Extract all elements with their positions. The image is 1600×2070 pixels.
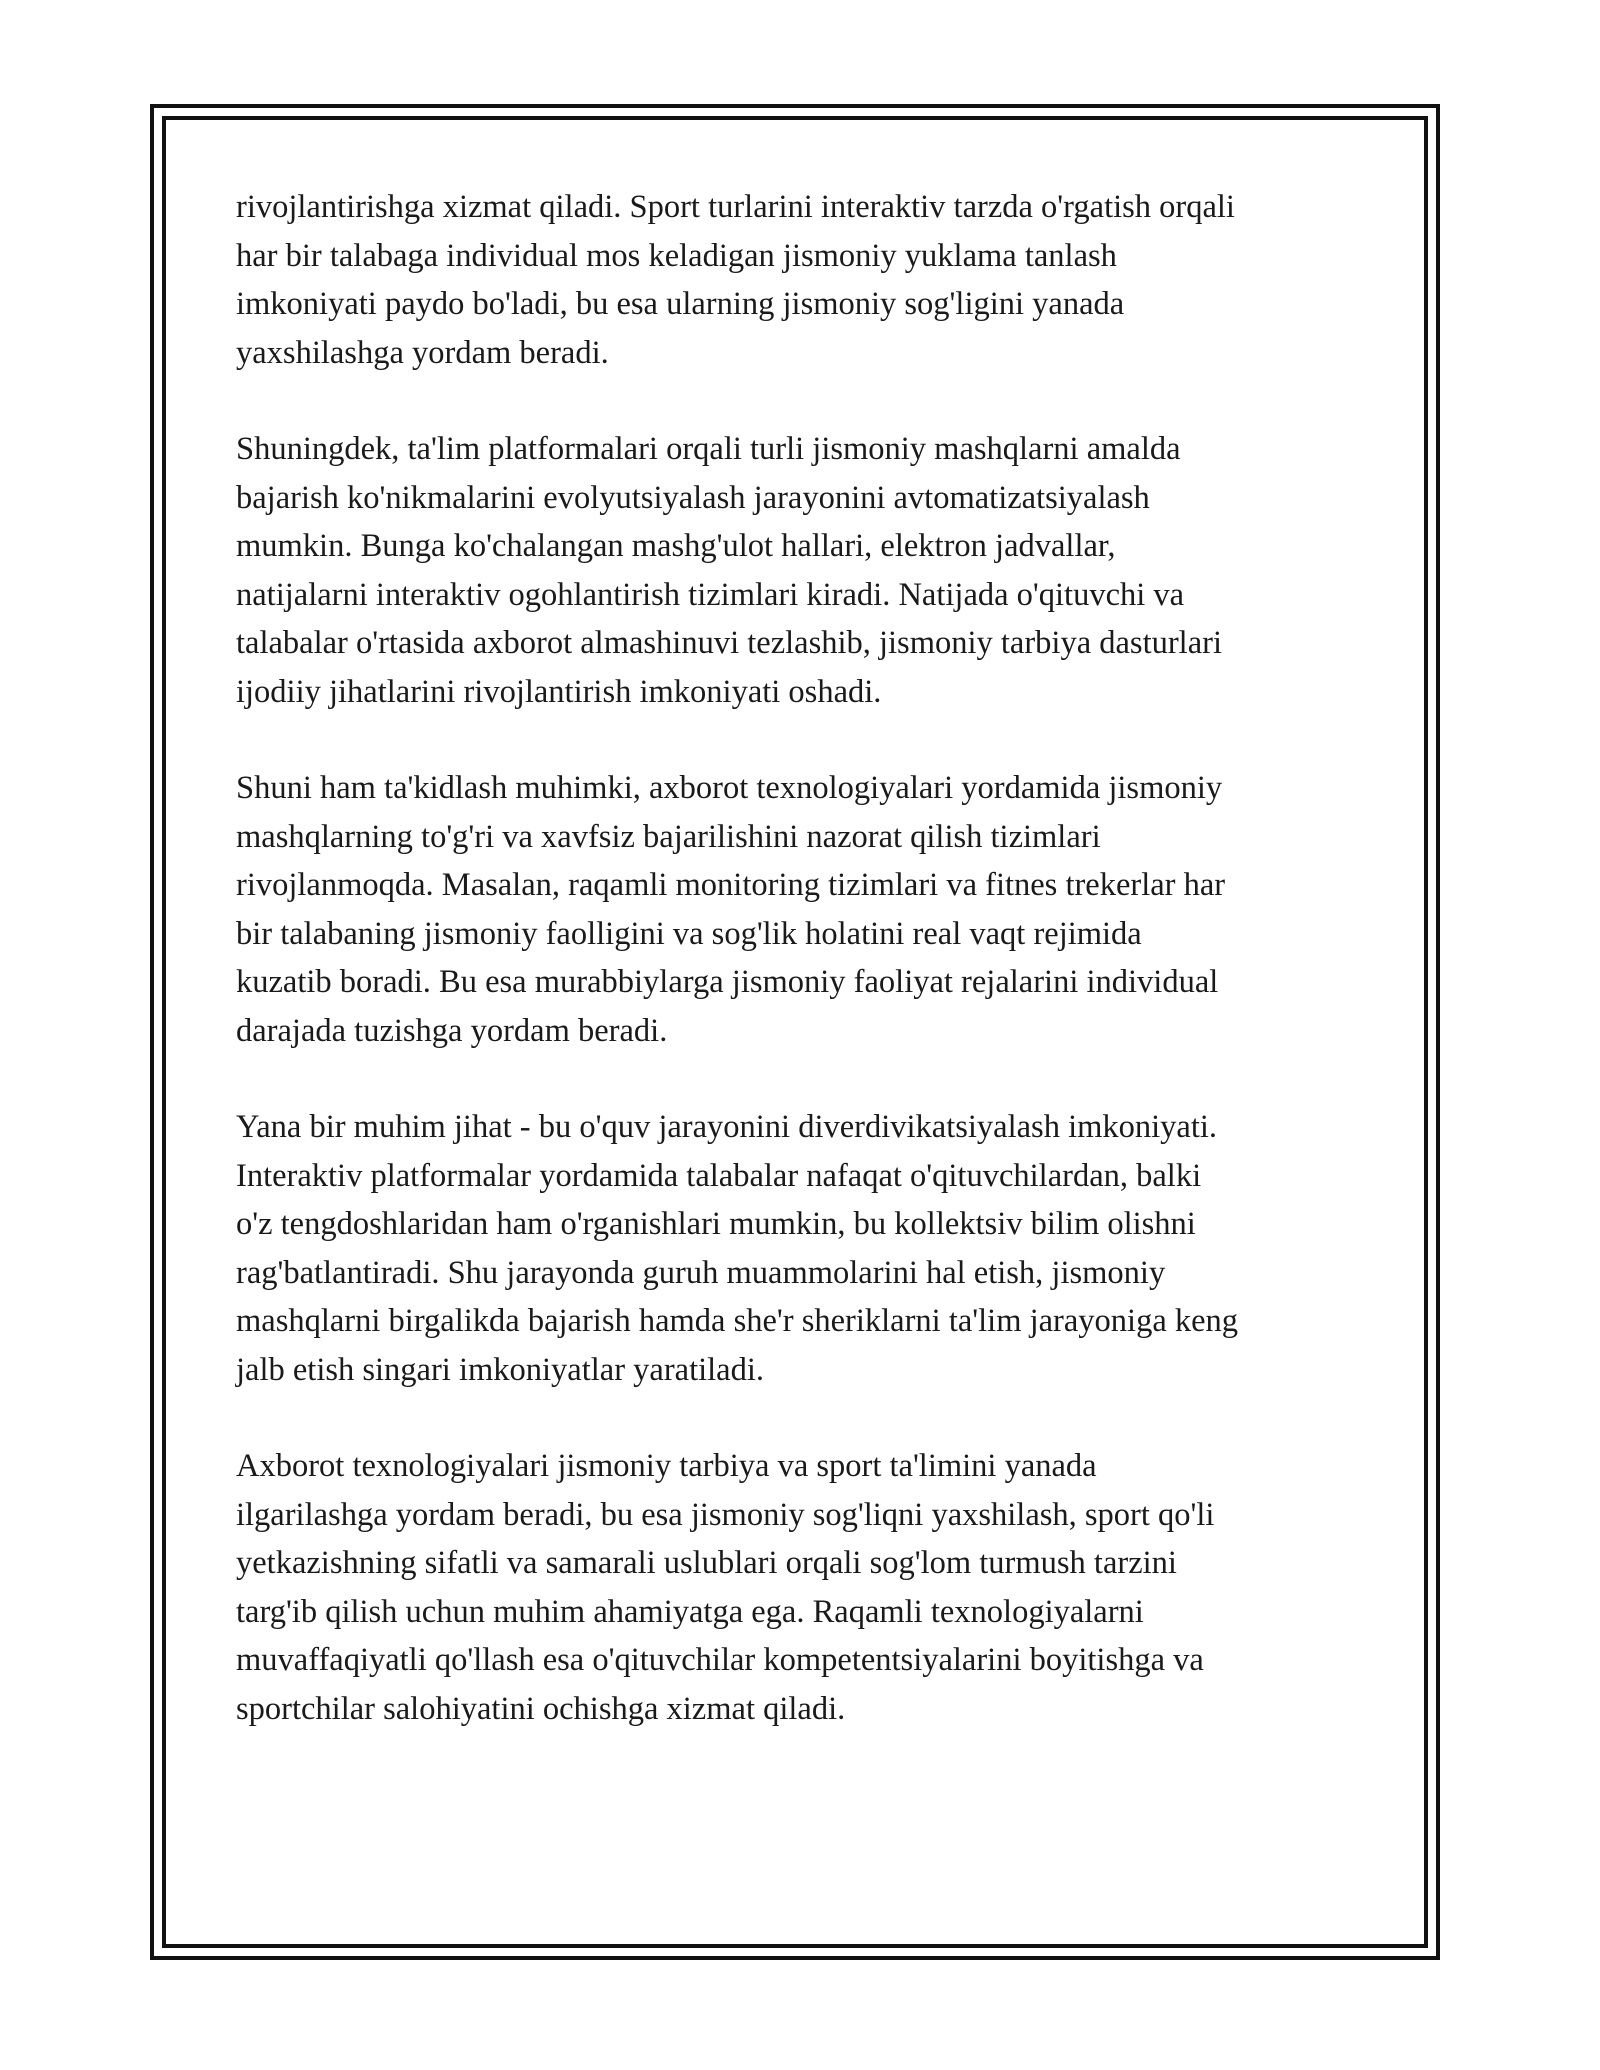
text-line: yaxshilashga yordam beradi. (236, 334, 609, 371)
text-line: bir talabaning jismoniy faolligini va sog'lik holatini real vaqt rejimida (236, 915, 1142, 952)
text-line: rag'batlantiradi. Shu jarayonda guruh muammolarini hal etish, jismoniy (236, 1254, 1166, 1291)
paragraph-2 (236, 425, 1386, 716)
text-line: ijodiiy jihatlarini rivojlantirish imkoniyati oshadi. (236, 673, 882, 710)
text-line: imkoniyati paydo bo'ladi, bu esa ularning jismoniy sog'ligini yanada (236, 286, 1125, 322)
text-line: rivojlanmoqda. Masalan, raqamli monitoring tizimlari va fitnes trekerlar har (236, 867, 1226, 903)
text-line: mashqlarni birgalikda bajarish hamda she'r sheriklarni ta'lim jarayoniga keng (236, 1303, 1239, 1339)
text-line: har bir talabaga individual mos keladigan jismoniy yuklama tanlash (236, 237, 1117, 274)
text-line: Interaktiv platformalar yordamida talabalar nafaqat o'qituvchilardan, balki (236, 1157, 1202, 1194)
text-line: darajada tuzishga yordam beradi. (236, 1012, 668, 1049)
text-line: jalb etish singari imkoniyatlar yaratiladi. (236, 1351, 764, 1388)
paragraph-5 (236, 1442, 1386, 1733)
text-line: o'z tengdoshlaridan ham o'rganishlari mumkin, bu kollektsiv bilim olishni (236, 1206, 1196, 1242)
text-line: Shuningdek, ta'lim platformalari orqali turli jismoniy mashqlarni amalda (236, 431, 1181, 467)
document-body (236, 183, 1386, 1781)
text-line: Shuni ham ta'kidlash muhimki, axborot texnologiyalari yordamida jismoniy (236, 770, 1223, 806)
text-line: natijalarni interaktiv ogohlantirish tizimlari kiradi. Natijada o'qituvchi va (236, 576, 1185, 613)
text-line: bajarish ko'nikmalarini evolyutsiyalash jarayonini avtomatizatsiyalash (236, 479, 1150, 516)
text-line: talabalar o'rtasida axborot almashinuvi tezlashib, jismoniy tarbiya dasturlari (236, 625, 1222, 661)
text-line: rivojlantirishga xizmat qiladi. Sport turlarini interaktiv tarzda o'rgatish orqali (236, 189, 1235, 225)
text-line: sportchilar salohiyatini ochishga xizmat qiladi. (236, 1690, 846, 1727)
text-line: mashqlarning to'g'ri va xavfsiz bajarilishini nazorat qilish tizimlari (236, 818, 1101, 855)
paragraph-3 (236, 764, 1386, 1055)
text-line: kuzatib boradi. Bu esa murabbiylarga jismoniy faoliyat rejalarini individual (236, 964, 1219, 1000)
text-line: yetkazishning sifatli va samarali uslublari orqali sog'lom turmush tarzini (236, 1545, 1177, 1581)
text-line: targ'ib qilish uchun muhim ahamiyatga ega. Raqamli texnologiyalarni (236, 1593, 1144, 1630)
paragraph-1 (236, 183, 1386, 377)
text-line: Axborot texnologiyalari jismoniy tarbiya va sport ta'limini yanada (236, 1448, 1097, 1484)
paragraph-4 (236, 1103, 1386, 1394)
text-line: ilgarilashga yordam beradi, bu esa jismoniy sog'liqni yaxshilash, sport qo'li (236, 1496, 1215, 1533)
text-line: mumkin. Bunga ko'chalangan mashg'ulot hallari, elektron jadvallar, (236, 528, 1116, 564)
text-line: Yana bir muhim jihat - bu o'quv jarayonini diverdivikatsiyalash imkoniyati. (236, 1109, 1218, 1145)
text-line: muvaffaqiyatli qo'llash esa o'qituvchilar kompetentsiyalarini boyitishga va (236, 1642, 1204, 1678)
